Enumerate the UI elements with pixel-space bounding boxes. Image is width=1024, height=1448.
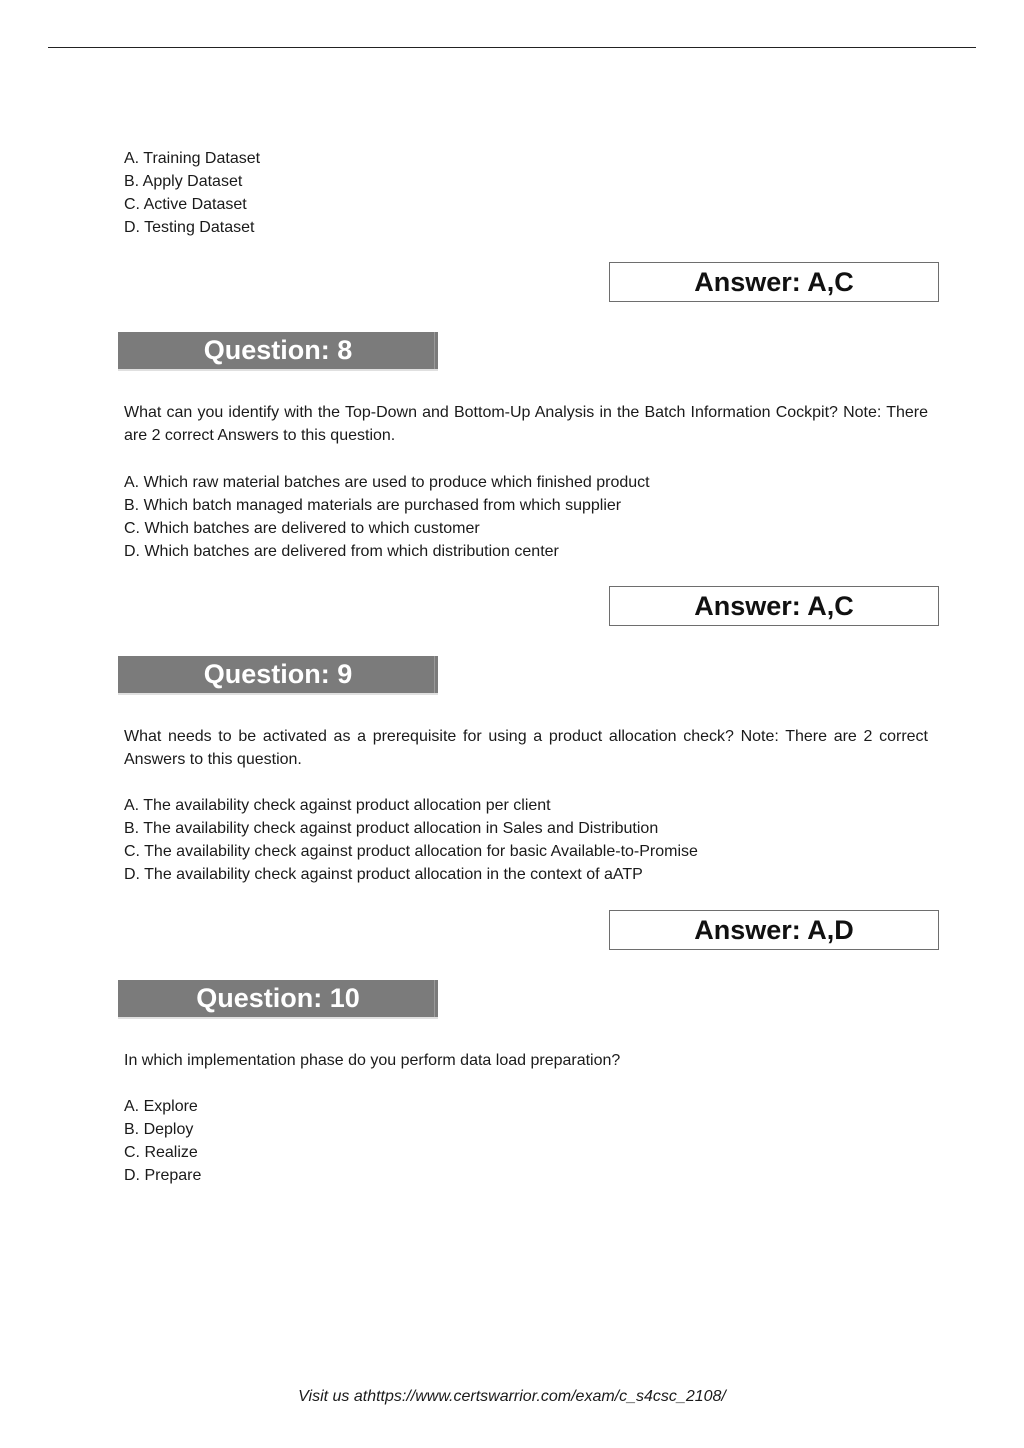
q9-option-b: B. The availability check against product allocation in Sales and Distribution [124,820,659,837]
footer-visit-link[interactable]: Visit us athttps://www.certswarrior.com/exam/c_s4csc_2108/ [298,1388,726,1405]
q8-header-label: Question: 8 [203,335,353,365]
q10-option-d: D. Prepare [124,1167,202,1184]
q8-options [124,471,650,563]
q9-option-d: D. The availability check against product allocation in the context of aATP [124,866,643,883]
q10-option-b: B. Deploy [124,1121,194,1138]
q9-option-c: C. The availability check against product allocation for basic Available-to-Promise [124,843,698,860]
q7-option-c: C. Active Dataset [124,196,247,213]
q7-options [124,147,260,239]
q8-option-d: D. Which batches are delivered from which distribution center [124,543,559,560]
q10-option-c: C. Realize [124,1144,198,1161]
q8-option-c: C. Which batches are delivered to which customer [124,520,480,537]
q10-options [124,1095,201,1187]
q7-answer: Answer: A,C [609,262,939,302]
q8-option-b: B. Which batch managed materials are purchased from which supplier [124,497,622,514]
q7-option-d: D. Testing Dataset [124,219,255,236]
q8-header [118,332,438,371]
q9-header [118,656,438,695]
q10-header [118,980,438,1019]
q7-option-a: A. Training Dataset [124,150,261,167]
q10-text: In which implementation phase do you perform data load preparation? [124,1052,621,1069]
top-rule [48,47,976,48]
q9-answer: Answer: A,D [609,910,939,950]
q9-option-a: A. The availability check against product allocation per client [124,797,551,814]
q10-header-label: Question: 10 [196,983,360,1013]
q8-option-a: A. Which raw material batches are used to produce which finished product [124,474,650,491]
q9-options [124,794,698,886]
q8-answer: Answer: A,C [609,586,939,626]
q9-header-label: Question: 9 [203,659,353,689]
q9-text: What needs to be activated as a prerequisite for using a product allocation check? Note: There are 2 correct Answers to this question. [124,728,928,768]
q8-text: What can you identify with the Top-Down and Bottom-Up Analysis in the Batch Information Cockpit? Note: There are 2 correct Answers to this question. [124,404,928,444]
q10-option-a: A. Explore [124,1098,198,1115]
q7-option-b: B. Apply Dataset [124,173,243,190]
